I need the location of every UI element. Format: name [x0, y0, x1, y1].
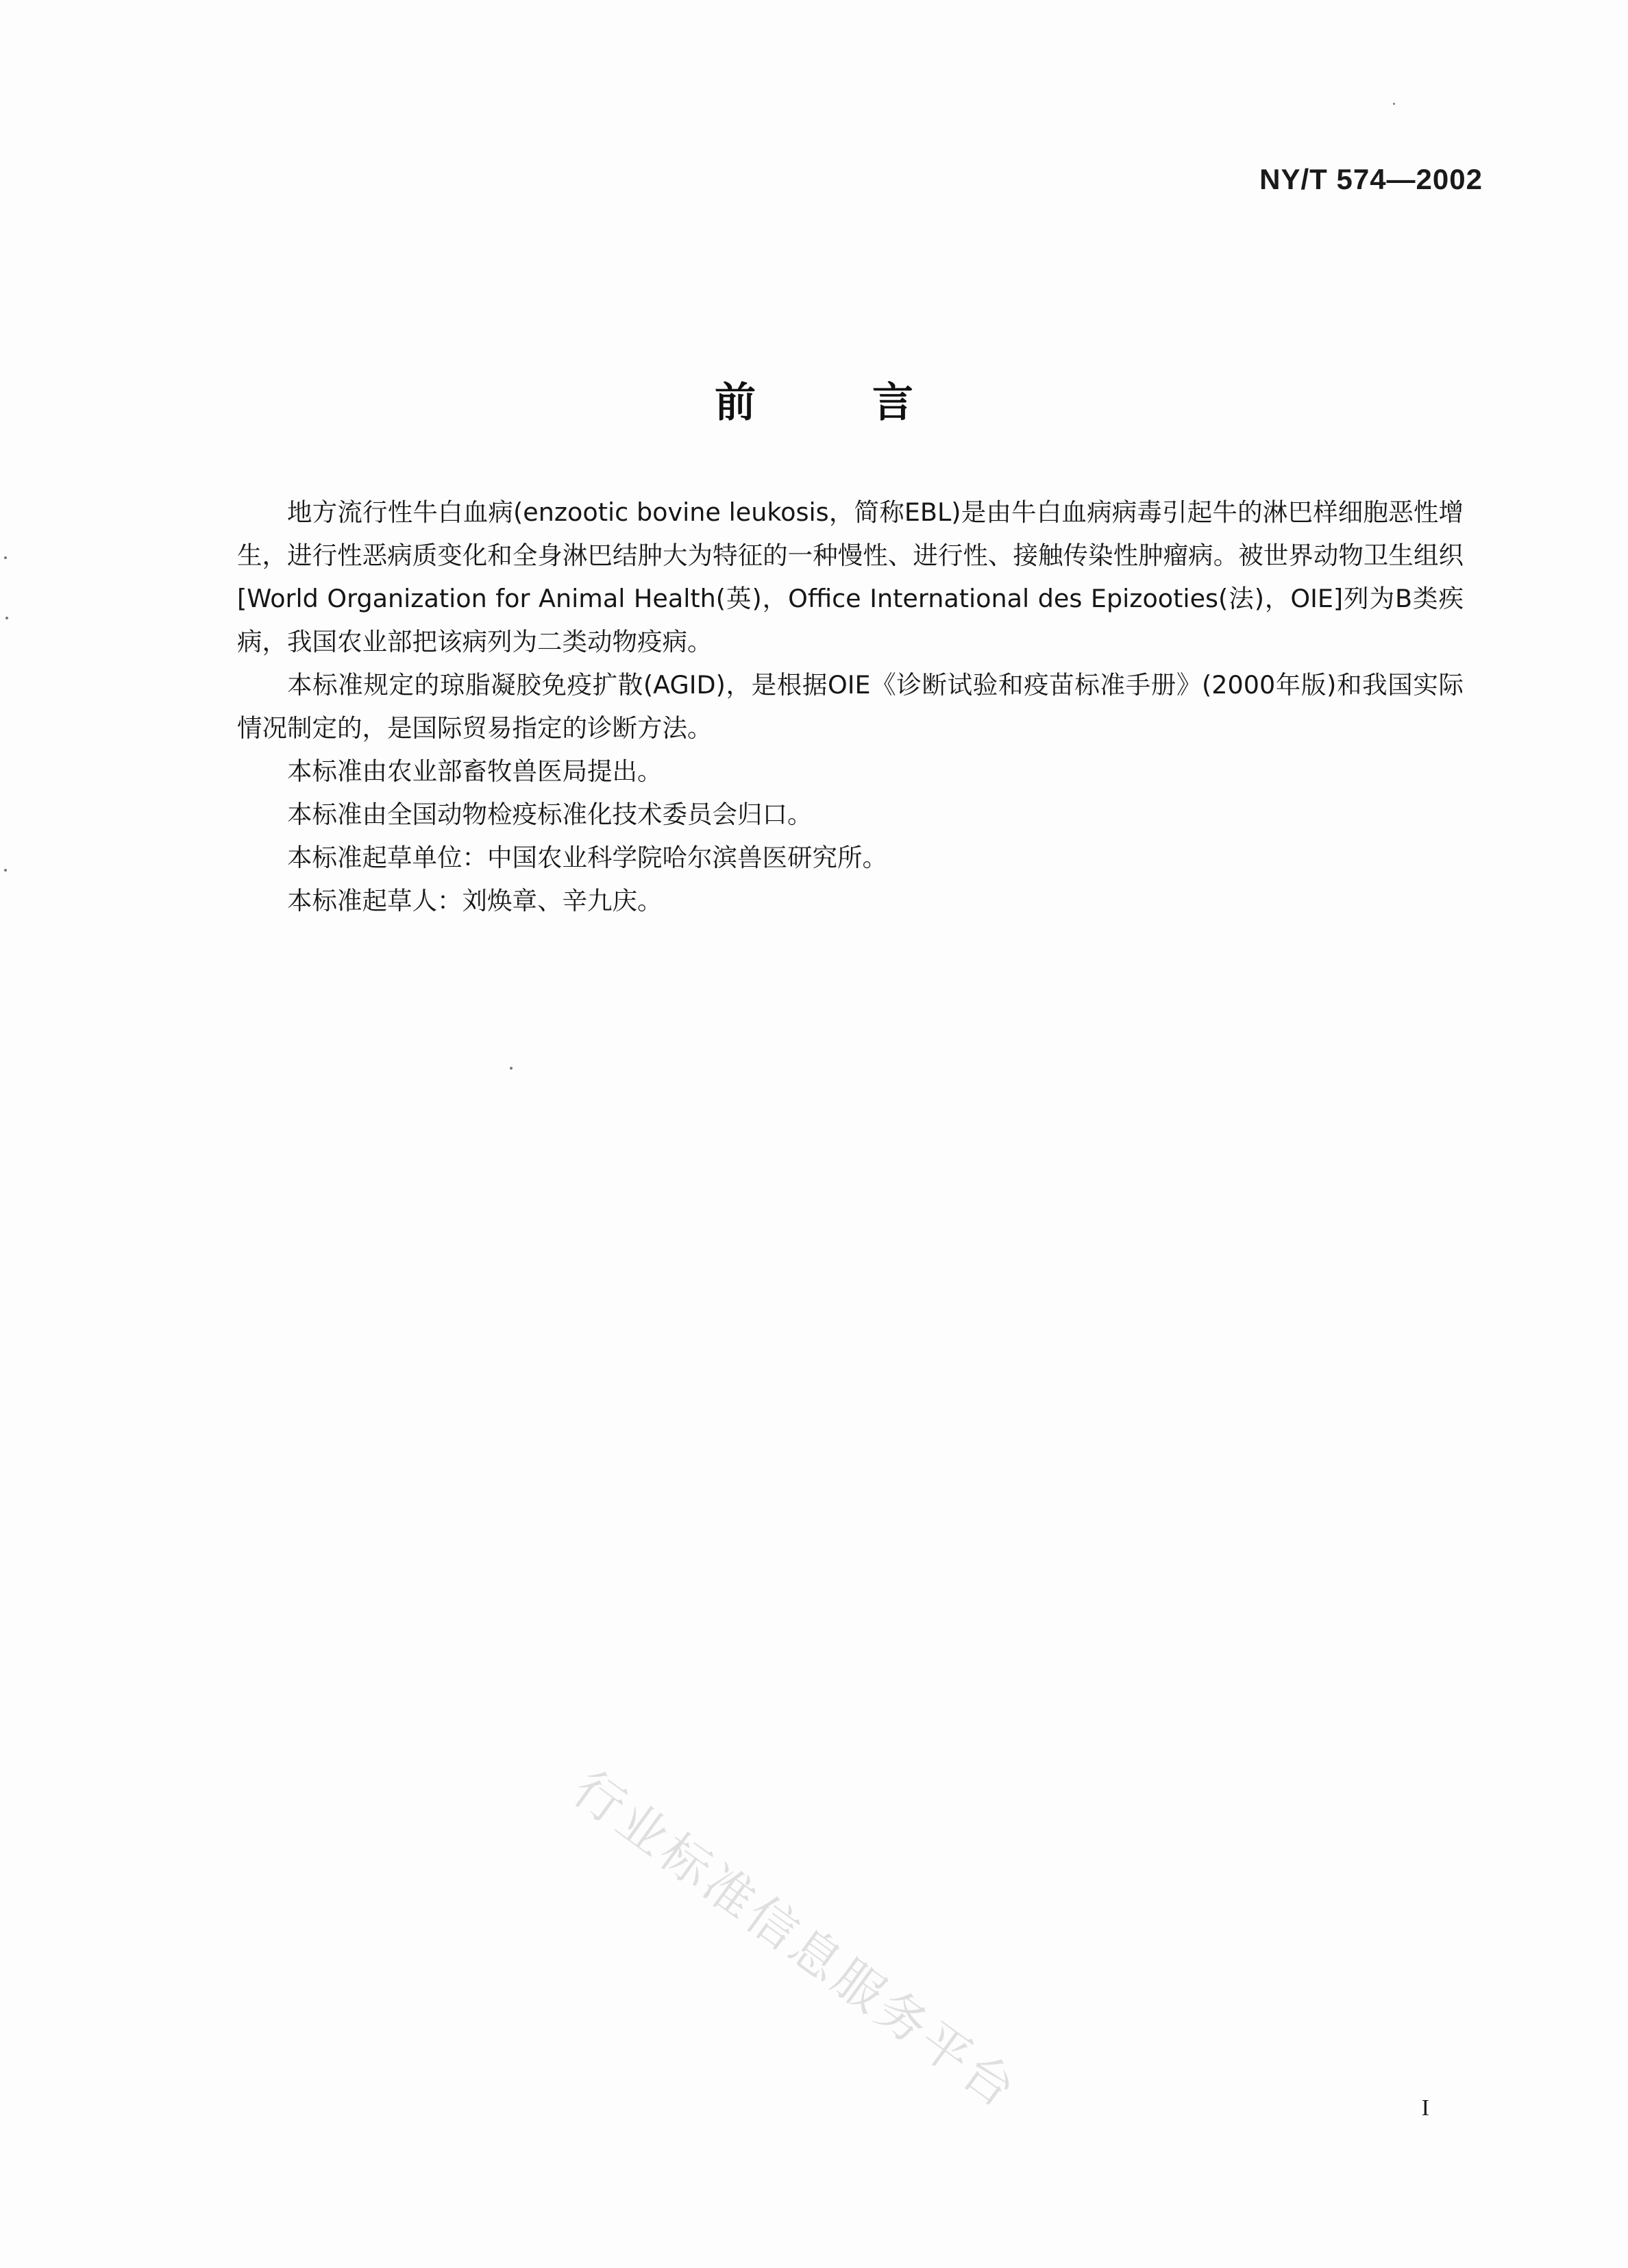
title-char-1: 前 — [715, 379, 756, 427]
standard-code: NY/T 574—2002 — [1259, 163, 1483, 195]
watermark: 行业标准信息服务平台 — [563, 1759, 1029, 2121]
page-title — [0, 370, 1628, 429]
paragraph-proposer: 本标准由农业部畜牧兽医局提出。 — [287, 756, 663, 786]
foreword-body — [237, 491, 1464, 922]
scan-speck — [510, 1067, 513, 1070]
title-char-2: 言 — [872, 379, 913, 427]
scan-speck — [5, 617, 8, 619]
scan-speck — [1393, 103, 1395, 105]
paragraph-method-basis: 本标准规定的琼脂凝胶免疫扩散(AGID)，是根据OIE《诊断试验和疫苗标准手册》(2000年版)和我国实际情况制定的，是国际贸易指定的诊断方法。 — [237, 670, 1464, 743]
paragraph-drafting-unit: 本标准起草单位：中国农业科学院哈尔滨兽医研究所。 — [287, 843, 887, 872]
paragraph-drafters: 本标准起草人：刘焕章、辛九庆。 — [287, 886, 663, 915]
scan-speck — [4, 869, 7, 872]
paragraph-disease-description: 地方流行性牛白血病(enzootic bovine leukosis，简称EBL)是由牛白血病病毒引起牛的淋巴样细胞恶性增生，进行性恶病质变化和全身淋巴结肿大为特征的一种慢性、进行性、接触传染性肿瘤病。被世界动物卫生组织[World Organization for Animal Health(英)，Office International des Epizooties(法)，OIE]列为B类疾病，我国农业部把该病列为二类动物疫病。 — [237, 497, 1464, 656]
scan-speck — [4, 556, 7, 559]
paragraph-centralized-by: 本标准由全国动物检疫标准化技术委员会归口。 — [287, 800, 813, 829]
page-number: I — [1421, 2095, 1429, 2121]
